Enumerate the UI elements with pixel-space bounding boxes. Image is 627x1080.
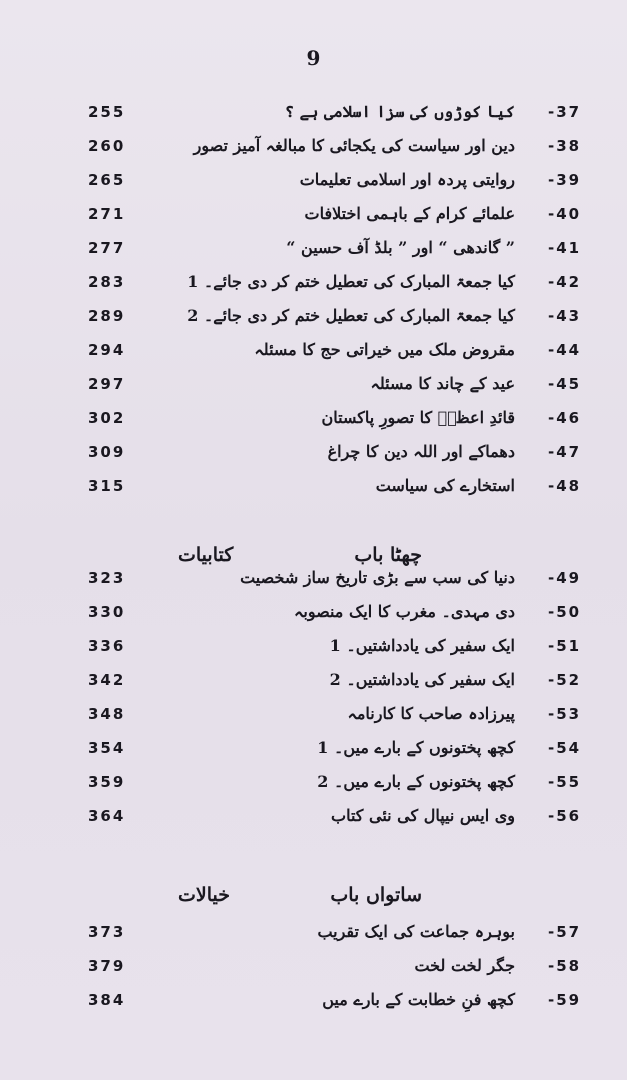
toc-entry-number: -41 bbox=[548, 239, 582, 257]
toc-page-number: 309 bbox=[88, 443, 126, 461]
toc-entry-title: ایک سفیر کی یادداشتیں۔ 2 bbox=[329, 670, 515, 689]
toc-entry-number: -43 bbox=[548, 307, 582, 325]
toc-entry-title: قائدِ اعظمؒ کا تصورِ پاکستان bbox=[321, 408, 515, 427]
toc-entry-number: -46 bbox=[548, 409, 582, 427]
toc-page-number: 283 bbox=[88, 273, 126, 291]
toc-page-number: 302 bbox=[88, 409, 126, 427]
toc-entry-title: جگر لخت لخت bbox=[414, 956, 515, 975]
toc-entry bbox=[0, 404, 627, 432]
toc-entry-number: -58 bbox=[548, 957, 582, 975]
toc-entry-title: ” گاندھی “ اور ” بلڈ آف حسین “ bbox=[286, 238, 515, 257]
toc-entry-title: کچھ پختونوں کے بارے میں۔ 1 bbox=[317, 738, 515, 757]
toc-entry bbox=[0, 918, 627, 946]
toc-entry-number: -59 bbox=[548, 991, 582, 1009]
toc-page-number: 359 bbox=[88, 773, 126, 791]
toc-page-number: 373 bbox=[88, 923, 126, 941]
toc-entry-title: عید کے چاند کا مسئلہ bbox=[370, 374, 515, 393]
toc-entry bbox=[0, 564, 627, 592]
toc-entry-number: -48 bbox=[548, 477, 582, 495]
toc-entry bbox=[0, 200, 627, 228]
toc-entry bbox=[0, 268, 627, 296]
toc-entry-number: -53 bbox=[548, 705, 582, 723]
toc-entry-title: کچھ فنِ خطابت کے بارے میں bbox=[322, 990, 515, 1009]
toc-page-number: 364 bbox=[88, 807, 126, 825]
toc-entry-title: کیا کوڑوں کی سزا اسلامی ہے ؟ bbox=[284, 102, 515, 121]
toc-page-number: 342 bbox=[88, 671, 126, 689]
toc-entry-number: -44 bbox=[548, 341, 582, 359]
toc-page-number: 379 bbox=[88, 957, 126, 975]
toc-entry-number: -39 bbox=[548, 171, 582, 189]
chapter-heading: ساتواں باب bbox=[330, 884, 422, 906]
toc-entry-number: -55 bbox=[548, 773, 582, 791]
toc-page-number: 384 bbox=[88, 991, 126, 1009]
toc-entry-number: -51 bbox=[548, 637, 582, 655]
toc-entry-title: دنیا کی سب سے بڑی تاریخ ساز شخصیت bbox=[240, 568, 515, 587]
toc-page-number: 289 bbox=[88, 307, 126, 325]
page-number: 9 bbox=[306, 46, 321, 70]
toc-page-number: 336 bbox=[88, 637, 126, 655]
toc-page-number: 277 bbox=[88, 239, 126, 257]
toc-entry bbox=[0, 336, 627, 364]
toc-page-number: 297 bbox=[88, 375, 126, 393]
toc-entry-number: -40 bbox=[548, 205, 582, 223]
toc-entry bbox=[0, 632, 627, 660]
toc-entry-number: -50 bbox=[548, 603, 582, 621]
toc-entry-title: کچھ پختونوں کے بارے میں۔ 2 bbox=[317, 772, 515, 791]
toc-entry bbox=[0, 986, 627, 1014]
toc-entry-title: روایتی پردہ اور اسلامی تعلیمات bbox=[299, 170, 515, 189]
toc-entry-number: -42 bbox=[548, 273, 582, 291]
toc-entry-number: -52 bbox=[548, 671, 582, 689]
toc-entry-number: -37 bbox=[548, 103, 582, 121]
toc-entry bbox=[0, 802, 627, 830]
toc-page-number: 255 bbox=[88, 103, 126, 121]
toc-entry-title: بوہرہ جماعت کی ایک تقریب bbox=[317, 922, 515, 941]
toc-entry-number: -56 bbox=[548, 807, 582, 825]
toc-entry-title: دھماکے اور اللہ دین کا چراغ bbox=[327, 442, 515, 461]
toc-entry bbox=[0, 370, 627, 398]
toc-page-number: 354 bbox=[88, 739, 126, 757]
toc-entry bbox=[0, 302, 627, 330]
toc-entry-number: -45 bbox=[548, 375, 582, 393]
toc-entry bbox=[0, 132, 627, 160]
toc-entry bbox=[0, 666, 627, 694]
toc-entry bbox=[0, 700, 627, 728]
toc-entry-number: -47 bbox=[548, 443, 582, 461]
toc-entry-title: استخارے کی سیاست bbox=[375, 476, 515, 495]
chapter-topic-heading: خیالات bbox=[178, 884, 230, 906]
toc-entry bbox=[0, 768, 627, 796]
toc-entry bbox=[0, 438, 627, 466]
toc-entry-title: وی ایس نیپال کی نئی کتاب bbox=[331, 806, 515, 825]
toc-entry-title: ایک سفیر کی یادداشتیں۔ 1 bbox=[329, 636, 515, 655]
toc-entry-number: -57 bbox=[548, 923, 582, 941]
toc-entry bbox=[0, 734, 627, 762]
toc-entry-number: -49 bbox=[548, 569, 582, 587]
toc-entry bbox=[0, 472, 627, 500]
toc-page-number: 271 bbox=[88, 205, 126, 223]
chapter-heading: چھٹا باب bbox=[354, 544, 422, 566]
toc-entry-title: دی مہدی۔ مغرب کا ایک منصوبہ bbox=[294, 602, 515, 621]
toc-page-number: 260 bbox=[88, 137, 126, 155]
toc-entry-title: دین اور سیاست کی یکجائی کا مبالغہ آمیز تصور bbox=[193, 136, 515, 155]
toc-entry-title: علمائے کرام کے باہمی اختلافات bbox=[304, 204, 515, 223]
toc-entry bbox=[0, 166, 627, 194]
toc-entry-number: -38 bbox=[548, 137, 582, 155]
toc-page-number: 323 bbox=[88, 569, 126, 587]
toc-entry-title: پیرزادہ صاحب کا کارنامہ bbox=[347, 704, 515, 723]
toc-entry-title: مقروض ملک میں خیراتی حج کا مسئلہ bbox=[254, 340, 515, 359]
toc-page-number: 294 bbox=[88, 341, 126, 359]
chapter-topic-heading: کتابیات bbox=[178, 544, 234, 566]
toc-entry-number: -54 bbox=[548, 739, 582, 757]
toc-entry-title: کیا جمعۃ المبارک کی تعطیل ختم کر دی جائے۔ 2 bbox=[187, 306, 515, 325]
toc-page-number: 315 bbox=[88, 477, 126, 495]
toc-page-number: 265 bbox=[88, 171, 126, 189]
toc-entry bbox=[0, 234, 627, 262]
toc-page-number: 330 bbox=[88, 603, 126, 621]
toc-page-number: 348 bbox=[88, 705, 126, 723]
toc-entry bbox=[0, 98, 627, 126]
toc-entry bbox=[0, 598, 627, 626]
toc-entry-title: کیا جمعۃ المبارک کی تعطیل ختم کر دی جائے۔ 1 bbox=[187, 272, 515, 291]
toc-entry bbox=[0, 952, 627, 980]
